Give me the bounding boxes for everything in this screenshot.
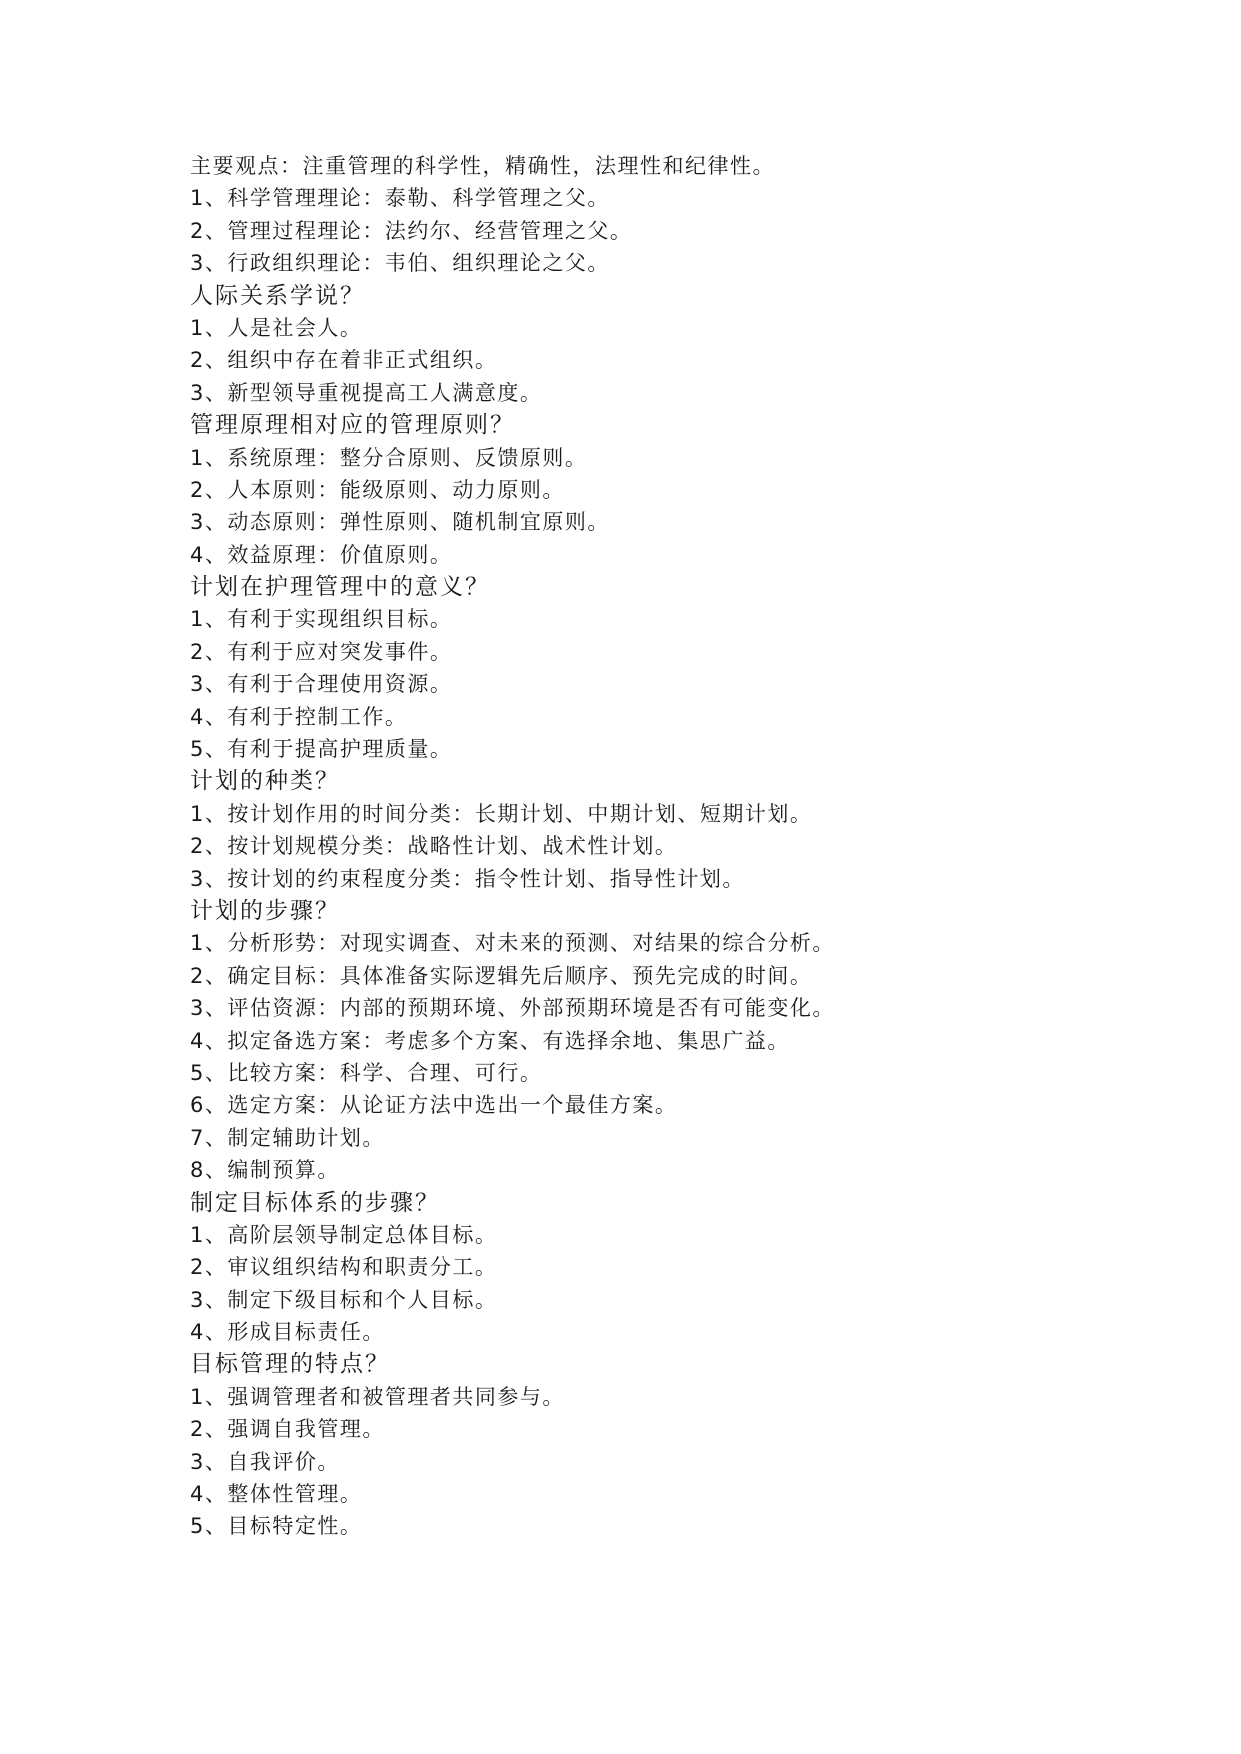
list-item: 1、科学管理理论：泰勒、科学管理之父。 [190, 186, 610, 211]
list-item: 4、有利于控制工作。 [190, 704, 408, 729]
list-item: 2、管理过程理论：法约尔、经营管理之父。 [190, 218, 633, 243]
list-item: 5、比较方案：科学、合理、可行。 [190, 1060, 543, 1085]
section-human-relations [190, 280, 1150, 410]
list-item: 2、审议组织结构和职责分工。 [190, 1255, 498, 1280]
list-item: 2、有利于应对突发事件。 [190, 639, 453, 664]
list-item: 3、动态原则：弹性原则、随机制宜原则。 [190, 510, 610, 535]
list-item: 1、有利于实现组织目标。 [190, 607, 453, 632]
list-item: 5、目标特定性。 [190, 1514, 363, 1539]
section-heading: 计划的种类？ [190, 768, 340, 795]
list-item: 1、强调管理者和被管理者共同参与。 [190, 1384, 565, 1409]
section-goal-system-steps [190, 1187, 1150, 1349]
list-item: 4、形成目标责任。 [190, 1320, 385, 1345]
list-item: 3、按计划的约束程度分类：指令性计划、指导性计划。 [190, 866, 745, 891]
list-item: 8、编制预算。 [190, 1158, 340, 1183]
list-item: 2、组织中存在着非正式组织。 [190, 348, 498, 373]
list-item: 4、整体性管理。 [190, 1482, 363, 1507]
section-planning-significance [190, 571, 1150, 765]
section-heading: 计划在护理管理中的意义？ [190, 574, 490, 601]
list-item: 1、系统原理：整分合原则、反馈原则。 [190, 445, 588, 470]
section-plan-types [190, 765, 1150, 895]
list-item: 3、有利于合理使用资源。 [190, 672, 453, 697]
list-item: 7、制定辅助计划。 [190, 1125, 385, 1150]
section-heading: 目标管理的特点？ [190, 1351, 390, 1378]
list-item: 3、自我评价。 [190, 1449, 340, 1474]
list-item: 1、人是社会人。 [190, 315, 363, 340]
list-item: 3、评估资源：内部的预期环境、外部预期环境是否有可能变化。 [190, 996, 835, 1021]
section-management-theories [190, 182, 1150, 279]
list-item: 5、有利于提高护理质量。 [190, 737, 453, 762]
list-item: 2、人本原则：能级原则、动力原则。 [190, 477, 565, 502]
section-mbo-features [190, 1348, 1150, 1542]
list-item: 1、高阶层领导制定总体目标。 [190, 1222, 498, 1247]
list-item: 4、效益原理：价值原则。 [190, 542, 453, 567]
intro-text: 主要观点：注重管理的科学性，精确性，法理性和纪律性。 [190, 154, 775, 178]
section-heading: 管理原理相对应的管理原则？ [190, 412, 515, 439]
list-item: 6、选定方案：从论证方法中选出一个最佳方案。 [190, 1093, 678, 1118]
section-heading: 计划的步骤？ [190, 897, 340, 924]
document-page [190, 150, 1150, 1543]
section-management-principles [190, 409, 1150, 571]
list-item: 2、强调自我管理。 [190, 1417, 385, 1442]
section-planning-steps [190, 895, 1150, 1187]
list-item: 2、确定目标：具体准备实际逻辑先后顺序、预先完成的时间。 [190, 963, 813, 988]
list-item: 3、行政组织理论：韦伯、组织理论之父。 [190, 251, 610, 276]
list-item: 3、制定下级目标和个人目标。 [190, 1287, 498, 1312]
section-heading: 人际关系学说？ [190, 282, 365, 309]
list-item: 1、按计划作用的时间分类：长期计划、中期计划、短期计划。 [190, 801, 813, 826]
list-item: 3、新型领导重视提高工人满意度。 [190, 380, 543, 405]
list-item: 2、按计划规模分类：战略性计划、战术性计划。 [190, 834, 678, 859]
section-heading: 制定目标体系的步骤？ [190, 1189, 440, 1216]
list-item: 1、分析形势：对现实调查、对未来的预测、对结果的综合分析。 [190, 931, 835, 956]
list-item: 4、拟定备选方案：考虑多个方案、有选择余地、集思广益。 [190, 1028, 790, 1053]
